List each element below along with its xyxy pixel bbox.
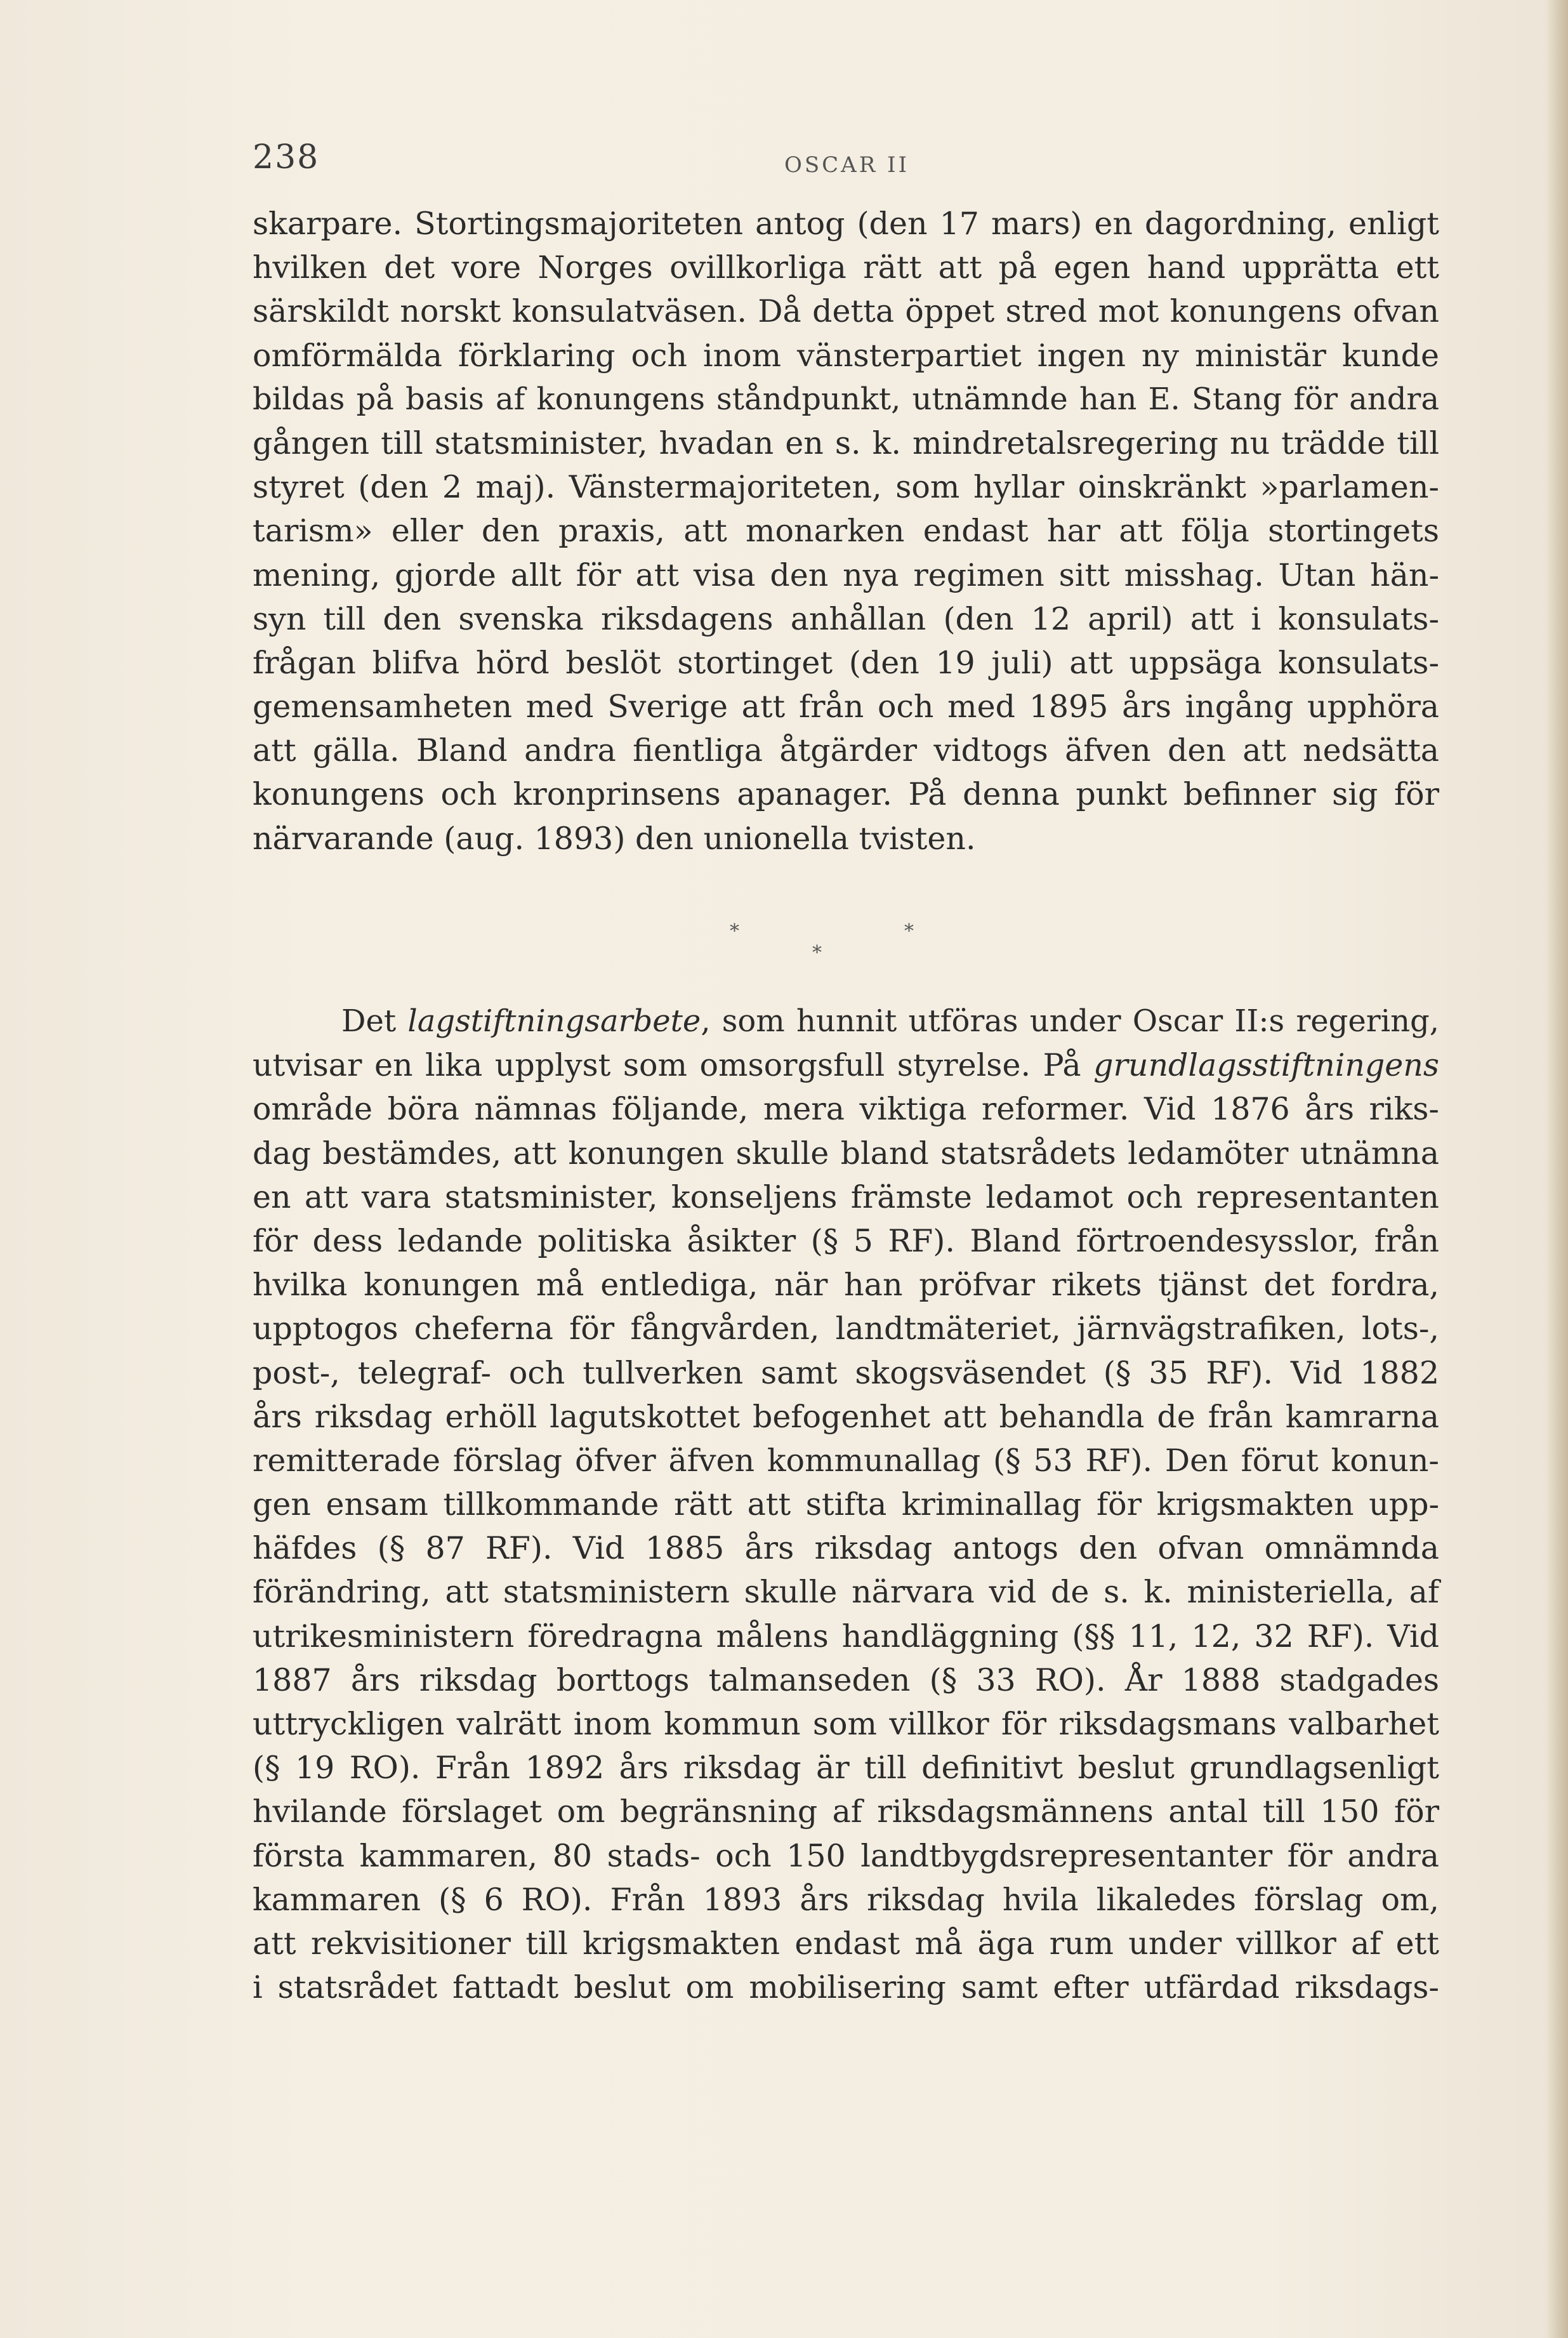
text-line: en att vara statsminister, konseljens främste ledamot och representanten bbox=[253, 1179, 1439, 1215]
text-line: remitterade förslag öfver äfven kommunallag (§ 53 RF). Den förut konun- bbox=[253, 1442, 1439, 1479]
page-header bbox=[253, 138, 1439, 189]
text-line: särskildt norskt konsulatväsen. Då detta öppet stred mot konungens ofvan bbox=[253, 293, 1439, 330]
text-line: häfdes (§ 87 RF). Vid 1885 års riksdag antogs den ofvan omnämnda bbox=[253, 1530, 1439, 1567]
page-edge bbox=[1546, 0, 1568, 2338]
text-line: skarpare. Stortingsmajoriteten antog (den 17 mars) en dagordning, enligt bbox=[253, 206, 1439, 242]
text-line: uttryckligen valrätt inom kommun som villkor för riksdagsmans valbarhet bbox=[253, 1706, 1439, 1742]
text-line: utvisar en lika upplyst som omsorgsfull styrelse. På grundlagsstiftningens bbox=[253, 1047, 1439, 1084]
text-line: års riksdag erhöll lagutskottet befogenhet att behandla de från kamrarna bbox=[253, 1398, 1439, 1435]
text-line: att rekvisitioner till krigsmakten endast må äga rum under villkor af ett bbox=[253, 1925, 1439, 1962]
running-title: OSCAR II bbox=[784, 152, 910, 178]
text-line: syn till den svenska riksdagens anhållan (den 12 april) att i konsulats- bbox=[253, 600, 1439, 637]
asterisk: * bbox=[904, 920, 914, 942]
text-line: att gälla. Bland andra fientliga åtgärder vidtogs äfven den att nedsätta bbox=[253, 732, 1439, 769]
text-line: upptogos cheferna för fångvården, landtmäteriet, järnvägstrafiken, lots-, bbox=[253, 1311, 1439, 1347]
asterisk: * bbox=[812, 942, 822, 964]
text-line: i statsrådet fattadt beslut om mobilisering samt efter utfärdad riksdags- bbox=[253, 1969, 1439, 2006]
paragraph-2 bbox=[253, 1000, 1439, 2009]
asterisk: * bbox=[730, 920, 739, 942]
section-asterism bbox=[698, 920, 926, 977]
text-line: hvilken det vore Norges ovillkorliga rätt att på egen hand upprätta ett bbox=[253, 249, 1439, 286]
paragraph-1 bbox=[253, 202, 1439, 861]
text-line: (§ 19 RO). Från 1892 års riksdag är till definitivt beslut grundlagsenligt bbox=[253, 1750, 1439, 1787]
text-line: närvarande (aug. 1893) den unionella tvisten. bbox=[253, 820, 976, 857]
text-line: kammaren (§ 6 RO). Från 1893 års riksdag hvila likaledes förslag om, bbox=[253, 1881, 1439, 1918]
text-line: hvilande förslaget om begränsning af riksdagsmännens antal till 150 för bbox=[253, 1793, 1439, 1830]
text-line: hvilka konungen må entlediga, när han pröfvar rikets tjänst det fordra, bbox=[253, 1267, 1439, 1304]
text-line: post-, telegraf- och tullverken samt skogsväsendet (§ 35 RF). Vid 1882 bbox=[253, 1354, 1439, 1391]
text-line: tarism» eller den praxis, att monarken endast har att följa stortingets bbox=[253, 513, 1439, 550]
text-line: område böra nämnas följande, mera viktiga reformer. Vid 1876 års riks- bbox=[253, 1091, 1439, 1128]
text-line: gemensamheten med Sverige att från och med 1895 års ingång upphöra bbox=[253, 689, 1439, 725]
text-line: för dess ledande politiska åsikter (§ 5 RF). Bland förtroendesysslor, från bbox=[253, 1222, 1439, 1259]
text-line: mening, gjorde allt för att visa den nya regimen sitt misshag. Utan hän- bbox=[253, 557, 1439, 593]
text-line: frågan blifva hörd beslöt stortinget (den 19 juli) att uppsäga konsulats- bbox=[253, 644, 1439, 681]
text-line: omförmälda förklaring och inom vänsterpartiet ingen ny ministär kunde bbox=[253, 337, 1439, 374]
emphasis: grundlagsstiftningens bbox=[1093, 1047, 1439, 1084]
text-line: första kammaren, 80 stads- och 150 landtbygdsrepresentanter för andra bbox=[253, 1837, 1439, 1874]
text-line: dag bestämdes, att konungen skulle bland statsrådets ledamöter utnämna bbox=[253, 1135, 1439, 1172]
text-line: konungens och kronprinsens apanager. På denna punkt befinner sig för bbox=[253, 776, 1439, 813]
text-line: förändring, att statsministern skulle närvara vid de s. k. ministeriella, af bbox=[253, 1574, 1439, 1611]
text-line: gen ensam tillkommande rätt att stifta kriminallag för krigsmakten upp- bbox=[253, 1486, 1439, 1523]
text-line: utrikesministern föredragna målens handläggning (§§ 11, 12, 32 RF). Vid bbox=[253, 1618, 1439, 1654]
text-line: bildas på basis af konungens ståndpunkt, utnämnde han E. Stang för andra bbox=[253, 381, 1439, 417]
page-number: 238 bbox=[253, 138, 320, 176]
emphasis: lagstiftningsarbete bbox=[407, 1003, 701, 1039]
text-line: Det lagstiftningsarbete, som hunnit utföras under Oscar II:s regering, bbox=[341, 1003, 1440, 1039]
text-line: styret (den 2 maj). Vänstermajoriteten, som hyllar oinskränkt »parlamen- bbox=[253, 469, 1439, 506]
text-line: 1887 års riksdag borttogs talmanseden (§ 33 RO). År 1888 stadgades bbox=[253, 1661, 1439, 1698]
text-line: gången till statsminister, hvadan en s. k. mindretalsregering nu trädde till bbox=[253, 425, 1439, 461]
